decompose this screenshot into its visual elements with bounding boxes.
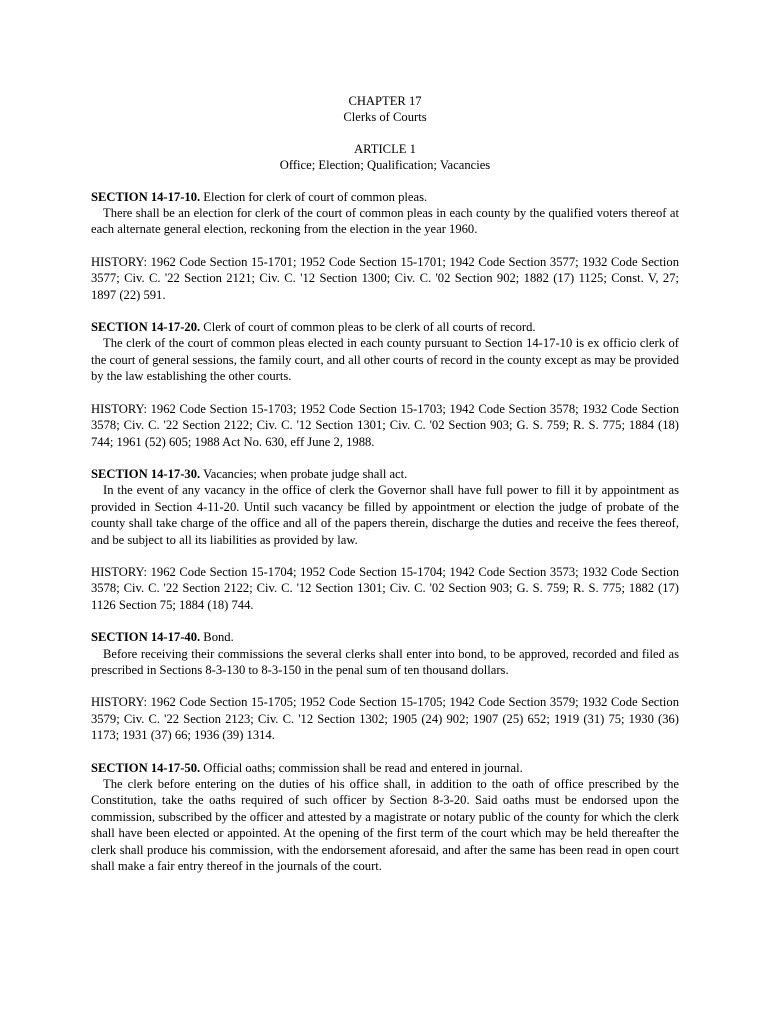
section-14-17-30: [91, 466, 679, 613]
section-body: Before receiving their commissions the several clerks shall enter into bond, to be approved, recorded and filed as prescribed in Sections 8-3-130 to 8-3-150 in the penal sum of ten thousand dollars.: [91, 646, 679, 677]
section-heading: [91, 760, 679, 776]
section-body: The clerk before entering on the duties of his office shall, in addition to the oath of office prescribed by the Constitution, take the oaths required of such officer by Section 8-3-20. Said oaths must be endorsed upon the commission, subscribed by the officer and attested by a magistrate or notary public of the county for which the clerk shall have been elected or appointed. At the opening of the first term of the court which may be held thereafter the clerk shall produce his commission, with the endorsement aforesaid, and after the same has been read in open court shall make a fair entry thereof in the journals of the court.: [91, 777, 679, 874]
article-number: ARTICLE 1: [354, 141, 416, 156]
section-heading: [91, 629, 679, 645]
chapter-title: Clerks of Courts: [343, 110, 427, 125]
section-title: Official oaths; commission shall be read and entered in journal.: [200, 760, 523, 775]
section-history: HISTORY: 1962 Code Section 15-1701; 1952 Code Section 15-1701; 1942 Code Section 3577; 1932 Code Section 3577; Civ. C. '22 Section 2121; Civ. C. '12 Section 1300; Civ. C. '02 Section 902; 1882 (17) 1125; Const. V, 27; 1897 (22) 591.: [91, 254, 679, 302]
section-number: SECTION 14-17-40.: [91, 630, 201, 645]
section-title: Vacancies; when probate judge shall act.: [200, 466, 408, 481]
section-14-17-10: [91, 189, 679, 303]
section-history: HISTORY: 1962 Code Section 15-1704; 1952 Code Section 15-1704; 1942 Code Section 3573; 1932 Code Section 3578; Civ. C. '22 Section 2122; Civ. C. '12 Section 1301; Civ. C. '02 Section 903; G. S. 759; R. S. 775; 1882 (17) 1126 Section 75; 1884 (18) 744.: [91, 564, 679, 612]
chapter-number: CHAPTER 17: [348, 94, 422, 108]
section-heading: [91, 466, 679, 482]
section-14-17-50: [91, 760, 679, 875]
section-heading: [91, 189, 679, 205]
section-number: SECTION 14-17-30.: [91, 466, 201, 481]
section-14-17-40: [91, 629, 679, 743]
section-number: SECTION 14-17-50.: [91, 760, 201, 775]
section-number: SECTION 14-17-10.: [91, 189, 201, 204]
section-number: SECTION 14-17-20.: [91, 320, 201, 335]
chapter-heading: [91, 93, 679, 126]
article-heading: [91, 141, 679, 174]
section-history: HISTORY: 1962 Code Section 15-1705; 1952 Code Section 15-1705; 1942 Code Section 3579; 1932 Code Section 3579; Civ. C. '22 Section 2123; Civ. C. '12 Section 1302; 1905 (24) 902; 1907 (25) 652; 1919 (31) 75; 1930 (36) 1173; 1931 (37) 66; 1936 (39) 1314.: [91, 695, 679, 743]
document-page: [91, 93, 679, 874]
section-title: Bond.: [200, 630, 234, 645]
article-title: Office; Election; Qualification; Vacancies: [279, 158, 491, 173]
section-history: HISTORY: 1962 Code Section 15-1703; 1952 Code Section 15-1703; 1942 Code Section 3578; 1932 Code Section 3578; Civ. C. '22 Section 2122; Civ. C. '12 Section 1301; Civ. C. '02 Section 903; G. S. 759; R. S. 775; 1884 (18) 744; 1961 (52) 605; 1988 Act No. 630, eff June 2, 1988.: [91, 401, 679, 449]
section-14-17-20: [91, 319, 679, 450]
section-body: There shall be an election for clerk of the court of common pleas in each county by the qualified voters thereof at each alternate general election, reckoning from the election in the year 1960.: [91, 206, 679, 237]
section-title: Election for clerk of court of common pleas.: [200, 189, 428, 204]
section-body: The clerk of the court of common pleas elected in each county pursuant to Section 14-17-10 is ex officio clerk of the court of general sessions, the family court, and all other courts of record in the county except as may be provided by the law establishing the other courts.: [91, 336, 679, 384]
section-heading: [91, 319, 679, 335]
section-body: In the event of any vacancy in the office of clerk the Governor shall have full power to fill it by appointment as provided in Section 4-11-20. Until such vacancy be filled by appointment or election the judge of probate of the county shall take charge of the office and all of the papers therein, discharge the duties and receive the fees thereof, and be subject to all its liabilities as provided by law.: [91, 483, 679, 547]
section-title: Clerk of court of common pleas to be clerk of all courts of record.: [200, 320, 536, 335]
